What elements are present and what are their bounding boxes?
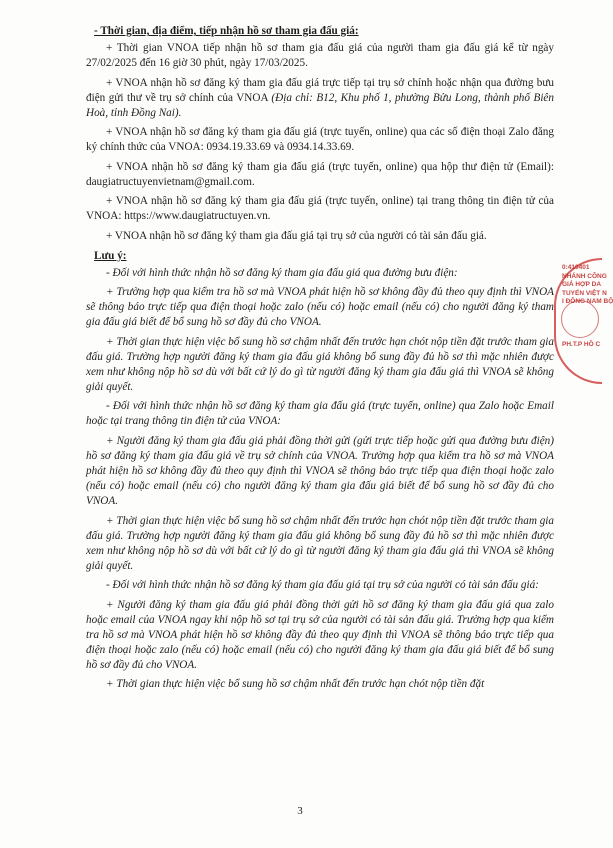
document-body [86,24,554,697]
receive-paragraph: + VNOA nhận hồ sơ đăng ký tham gia đấu giá trực tiếp tại trụ sở chính hoặc nhận qua đường bưu điện gửi thư về trụ sở chính của VNOA (Địa chỉ: B12, Khu phố 1, phường Bửu Long, thành phố Biên Hoà, tỉnh Đồng Nai). [86,76,554,119]
stamp-text [562,324,613,333]
page-number: 3 [297,805,303,817]
stamp-text: TUYẾN VIỆT N [562,289,607,297]
note-paragraph: + Người đăng ký tham gia đấu giá phải đồng thời gửi (gửi trực tiếp hoặc gửi qua đường bưu điện) hồ sơ đăng ký tham gia đấu giá về trụ sở chính của VNOA. Trường hợp qua kiểm tra hồ sơ mà VNOA phát hiện hồ sơ không đầy đủ theo quy định thì VNOA sẽ thông báo trực tiếp qua điện thoại hoặc zalo (nếu có) hoặc email (nếu có) cho người đăng ký tham gia đấu giá biết để bổ sung hồ sơ đầy đủ cho VNOA. [86,434,554,507]
note-title: Lưu ý: [94,249,127,262]
receive-paragraph: + VNOA nhận hồ sơ đăng ký tham gia đấu giá (trực tuyến, online) qua hộp thư điện tử (Email): daugiatructuyenvietnam@gmail.com. [86,160,554,188]
stamp-text: PH.T.P HỒ C [562,340,601,348]
stamp-text [562,315,613,324]
stamp-text [562,307,613,316]
stamp-text: GIÁ HỢP DA [562,281,602,288]
note-paragraph: - Đối với hình thức nhận hồ sơ đăng ký tham gia đấu giá (trực tuyến, online) qua Zalo hoặc Email hoặc tại trang thông tin điện tử của VNOA: [86,400,554,428]
note-paragraph: - Đối với hình thức nhận hồ sơ đăng ký tham gia đấu giá tại trụ sở của người có tài sản đấu giá: [106,579,539,592]
note-paragraph: - Đối với hình thức nhận hồ sơ đăng ký tham gia đấu giá qua đường bưu điện: [106,266,458,279]
receive-paragraph: + VNOA nhận hồ sơ đăng ký tham gia đấu giá tại trụ sở của người có tài sản đấu giá. [106,229,487,242]
address-note: (Địa chỉ: B12, Khu phố 1, phường Bửu Long, thành phố Biên Hoà, tỉnh Đồng Nai). [86,91,554,119]
note-paragraph: + Người đăng ký tham gia đấu giá phải đồng thời gửi hồ sơ đăng ký tham gia đấu giá qua zalo hoặc email của VNOA ngay khi nộp hồ sơ tại trụ sở của người có tài sản đấu giá. Trường hợp qua kiểm tra hồ sơ mà VNOA phát hiện hồ sơ không đầy đủ theo quy định thì VNOA sẽ thông báo trực tiếp qua điện thoại hoặc zalo (nếu có) hoặc email (nếu có) cho người đăng ký tham gia đấu giá biết để bổ sung hồ sơ đầy đủ cho VNOA. [86,598,554,671]
note-paragraph: + Thời gian thực hiện việc bổ sung hồ sơ chậm nhất đến trước hạn chót nộp tiền đặt trước tham gia đấu giá. Trường hợp người đăng ký tham gia đấu giá không bổ sung đầy đủ hồ sơ thì mặc nhiên được xem như không nộp hồ sơ dù với bất cứ lý do gì từ người đăng ký tham gia đấu giá thì VNOA sẽ không giải quyết. [86,335,554,393]
receive-paragraph: + VNOA nhận hồ sơ đăng ký tham gia đấu giá (trực tuyến, online) tại trang thông tin điện tử của VNOA: https://www.daugiatructuyen.vn. [86,195,554,223]
note-paragraph: + Thời gian thực hiện việc bổ sung hồ sơ chậm nhất đến trước hạn chót nộp tiền đặt [106,678,485,691]
note-paragraph: + Thời gian thực hiện việc bổ sung hồ sơ chậm nhất đến trước hạn chót nộp tiền đặt trước tham gia đấu giá. Trường hợp người đăng ký tham gia đấu giá không bổ sung đầy đủ hồ sơ thì mặc nhiên được xem như không nộp hồ sơ dù với bất cứ lý do gì từ người đăng ký tham gia đấu giá thì VNOA sẽ không giải quyết. [86,514,554,572]
stamp-text: NHÁNH CÔNG [562,272,607,280]
receive-paragraph: + Thời gian VNOA tiếp nhận hồ sơ tham gia đấu giá của người tham gia đấu giá kể từ ngày 27/02/2025 đến 16 giờ 30 phút, ngày 17/03/2025. [86,42,554,69]
stamp-text: 0:410401 [562,264,590,271]
section-title: - Thời gian, địa điểm, tiếp nhận hồ sơ tham gia đấu giá: [94,25,359,37]
note-paragraph: + Trường hợp qua kiểm tra hồ sơ mà VNOA phát hiện hồ sơ không đầy đủ theo quy định thì VNOA sẽ thông báo trực tiếp qua điện thoại hoặc zalo (nếu có) hoặc email (nếu có) cho người đăng ký tham gia đấu giá biết để bổ sung hồ sơ đầy đủ cho VNOA. [86,286,554,329]
stamp-text [562,332,613,341]
red-stamp [554,258,613,384]
stamp-text: I ĐÔNG NAM BỘ [562,298,613,305]
receive-paragraph: + VNOA nhận hồ sơ đăng ký tham gia đấu giá (trực tuyến, online) qua các số điện thoại Zalo đăng ký chính thức của VNOA: 0934.19.33.69 và 0934.14.33.69. [86,126,554,154]
